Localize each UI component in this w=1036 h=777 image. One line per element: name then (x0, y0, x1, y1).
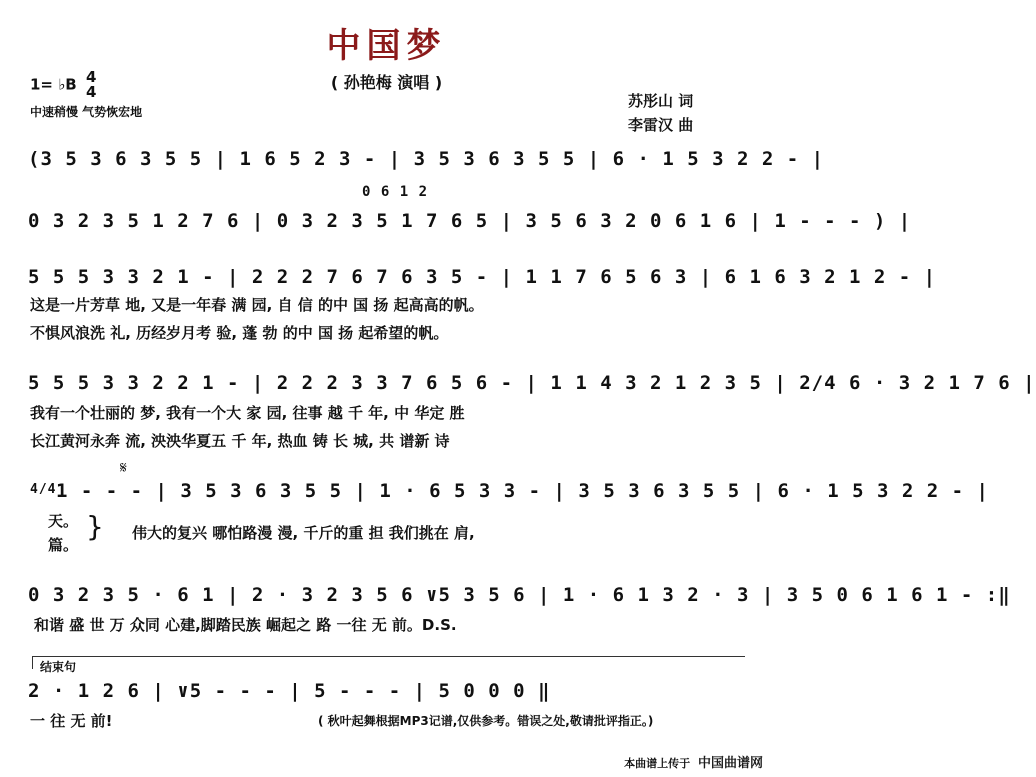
lyric-row-5-end-verse-1: 天。 (48, 512, 79, 530)
composer-credit: 李雷汉 曲 (628, 116, 694, 134)
lyric-row-4-verse-1: 我有一个壮丽的 梦, 我有一个大 家 园, 往事 越 千 年, 中 华定 胜 (30, 404, 465, 422)
singer-credit: ( 孙艳梅 演唱 ) (330, 73, 443, 92)
score-row-5: 1 - - - | 3 5 3 6 3 5 5 | 1 · 6 5 3 3 - | 3 5 3 6 3 5 5 | 6 · 1 5 3 2 2 - | (56, 480, 989, 502)
lyricist-credit: 苏彤山 词 (628, 92, 694, 110)
site-name: 中国曲谱网 (697, 756, 763, 771)
lyric-row-3-verse-1: 这是一片芳草 地, 又是一年春 满 园, 自 信 的中 国 扬 起高高的帆。 (30, 296, 484, 314)
ending-bracket (32, 656, 745, 669)
site-logo[interactable] (698, 752, 763, 771)
meter-bottom: 4 (85, 83, 97, 101)
lyric-row-5-end-verse-2: 篇。 (48, 536, 79, 554)
tempo-marking: 中速稍慢 气势恢宏地 (30, 105, 143, 119)
score-row-2: 0 3 2 3 5 1 2 7 6 | 0 3 2 3 5 1 7 6 5 | 3 5 6 3 2 0 6 1 6 | 1 - - - ) | (28, 210, 912, 232)
key-label: 1= ♭B (30, 75, 77, 94)
score-row-2-pickup: 0 6 1 2 (362, 184, 429, 200)
score-row-6: 0 3 2 3 5 · 6 1 | 2 · 3 2 3 5 6 ∨5 3 5 6 | 1 · 6 1 3 2 · 3 | 3 5 0 6 1 6 1 - :‖ (28, 584, 1011, 606)
ending-label: 结束句 (40, 660, 77, 674)
lyric-row-4-verse-2: 长江黄河永奔 流, 泱泱华夏五 千 年, 热血 铸 长 城, 共 谱新 诗 (30, 432, 450, 450)
verse-brace: } (86, 510, 104, 543)
segno-sign: 𝄋 (120, 458, 127, 477)
score-row-4: 5 5 5 3 3 2 2 1 - | 2 2 2 3 3 7 6 5 6 - | 1 1 4 3 2 1 2 3 5 | 2/4 6 · 3 2 1 7 6 | (28, 372, 1036, 394)
lyric-row-7: 一 往 无 前! (30, 712, 113, 730)
transcriber-note: ( 秋叶起舞根据MP3记谱,仅供参考。错误之处,敬请批评指正。) (318, 714, 654, 728)
time-signature (86, 70, 96, 100)
score-row-7: 2 · 1 2 6 | ∨5 - - - | 5 - - - | 5 0 0 0 ‖ (28, 680, 551, 702)
row-5-time-signature: 4/4 (30, 482, 57, 497)
upload-text: 本曲谱上传于 (624, 757, 691, 770)
score-row-3: 5 5 5 3 3 2 1 - | 2 2 2 7 6 7 6 3 5 - | 1 1 7 6 5 6 3 | 6 1 6 3 2 1 2 - | (28, 266, 937, 288)
lyric-row-6: 和谐 盛 世 万 众同 心建,脚踏民族 崛起之 路 一往 无 前。D.S. (34, 616, 457, 634)
key-signature (30, 70, 96, 100)
lyric-row-5-chorus: 伟大的复兴 哪怕路漫 漫, 千斤的重 担 我们挑在 肩, (132, 524, 475, 542)
meter-top: 4 (85, 68, 97, 86)
upload-credit (624, 752, 763, 771)
score-row-1: (3 5 3 6 3 5 5 | 1 6 5 2 3 - | 3 5 3 6 3 5 5 | 6 · 1 5 3 2 2 - | (28, 148, 825, 170)
song-title: 中国梦 (326, 26, 447, 66)
lyric-row-3-verse-2: 不惧风浪洗 礼, 历经岁月考 验, 蓬 勃 的中 国 扬 起希望的帆。 (30, 324, 449, 342)
